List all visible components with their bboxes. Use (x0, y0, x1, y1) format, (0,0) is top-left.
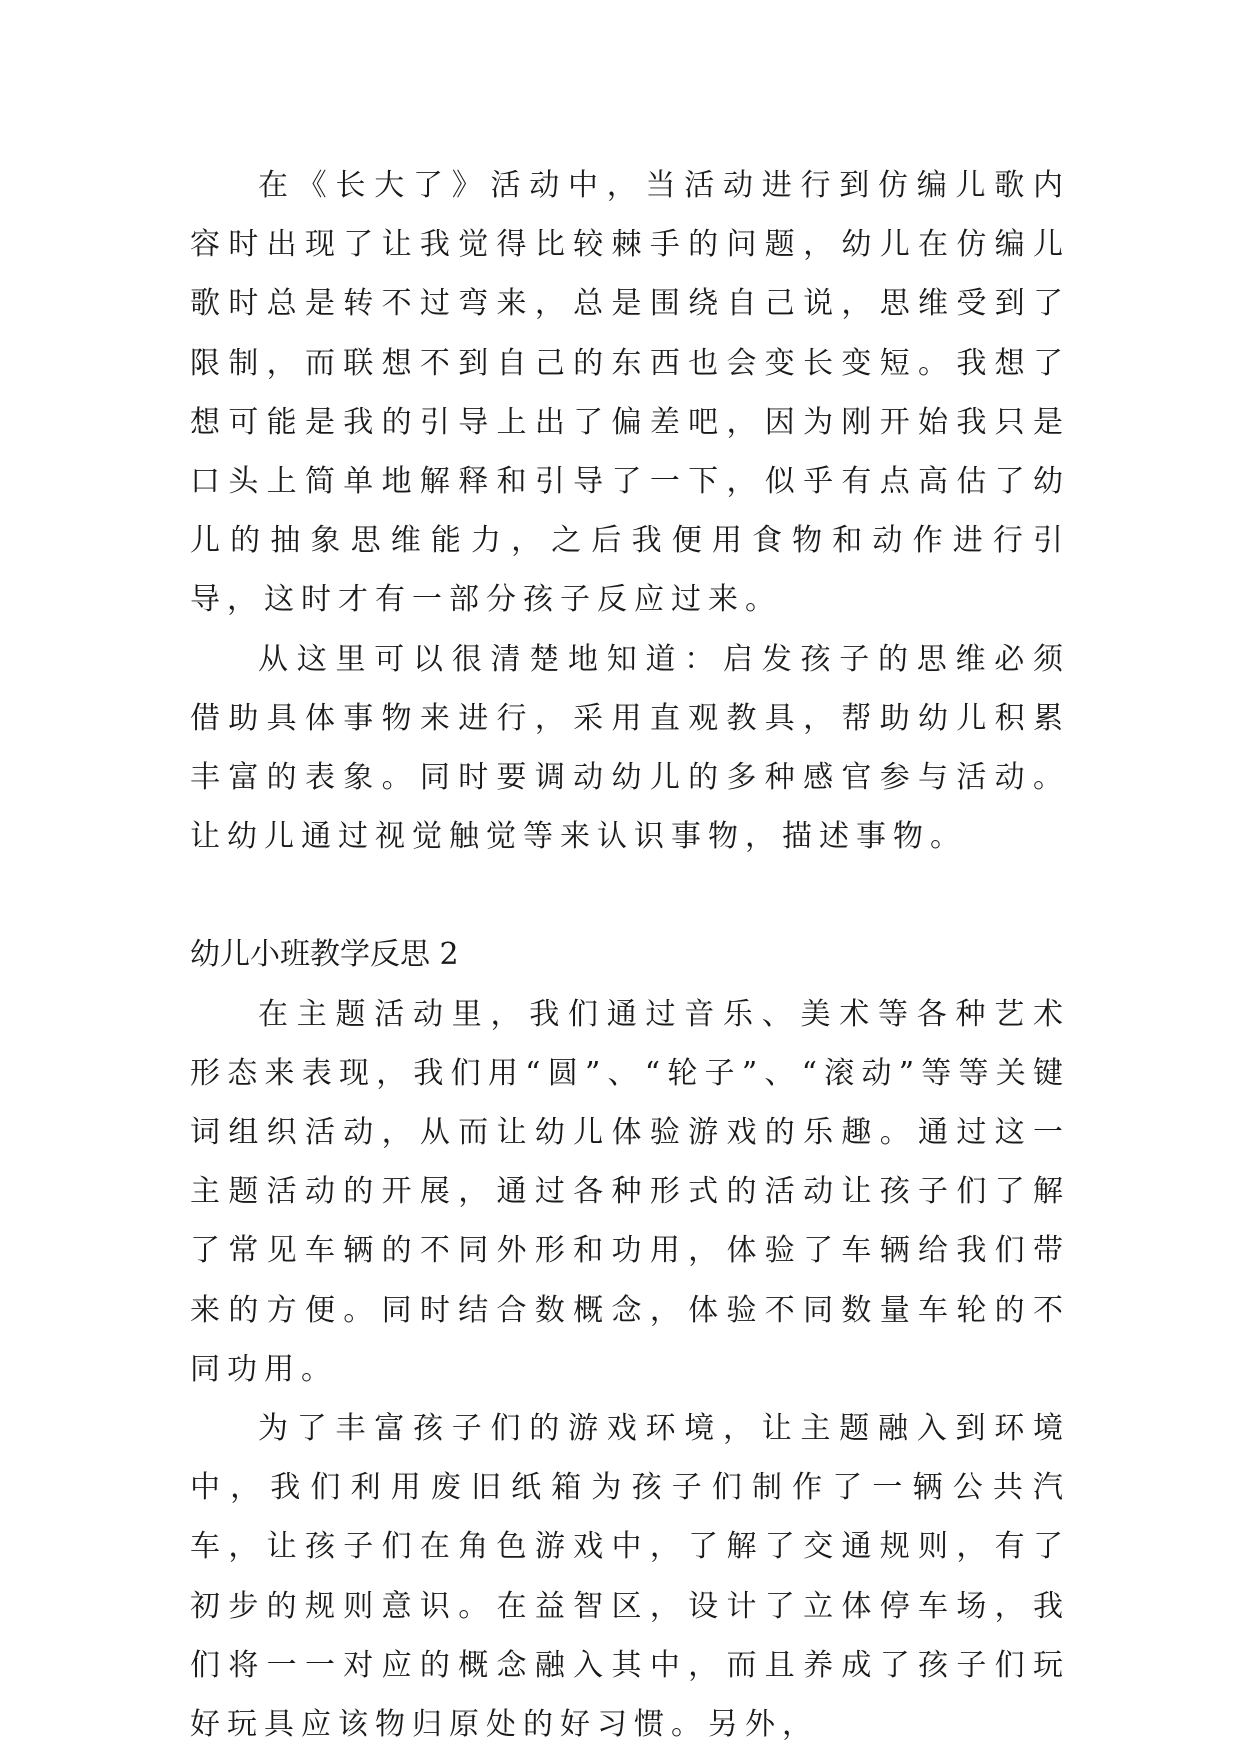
section-heading: 幼儿小班教学反思 2 (190, 937, 459, 973)
paragraph: 在《长大了》活动中，当活动进行到仿编儿歌内容时出现了让我觉得比较棘手的问题，幼儿在仿编儿歌时总是转不过弯来，总是围绕自己说，思维受到了限制，而联想不到自己的东西也会变长变短。我想了想可能是我的引导上出了偏差吧，因为刚开始我只是口头上简单地解释和引导了一下，似乎有点高估了幼儿的抽象思维能力，之后我便用食物和动作进行引导，这时才有一部分孩子反应过来。 (190, 168, 1070, 618)
paragraph: 从这里可以很清楚地知道：启发孩子的思维必须借助具体事物来进行，采用直观教具，帮助幼儿积累丰富的表象。同时要调动幼儿的多种感官参与活动。让幼儿通过视觉触觉等来认识事物，描述事物。 (190, 641, 1070, 855)
paragraph: 为了丰富孩子们的游戏环境，让主题融入到环境中，我们利用废旧纸箱为孩子们制作了一辆公共汽车，让孩子们在角色游戏中，了解了交通规则，有了初步的规则意识。在益智区，设计了立体停车场，我们将一一对应的概念融入其中，而且养成了孩子们玩好玩具应该物归原处的好习惯。另外， (190, 1411, 1070, 1743)
paragraph: 在主题活动里，我们通过音乐、美术等各种艺术形态来表现，我们用“圆”、“轮子”、“滚动”等等关键词组织活动，从而让幼儿体验游戏的乐趣。通过这一主题活动的开展，通过各种形式的活动让孩子们了解了常见车辆的不同外形和功用，体验了车辆给我们带来的方便。同时结合数概念，体验不同数量车轮的不同功用。 (190, 996, 1070, 1387)
document-body (190, 156, 1070, 1754)
